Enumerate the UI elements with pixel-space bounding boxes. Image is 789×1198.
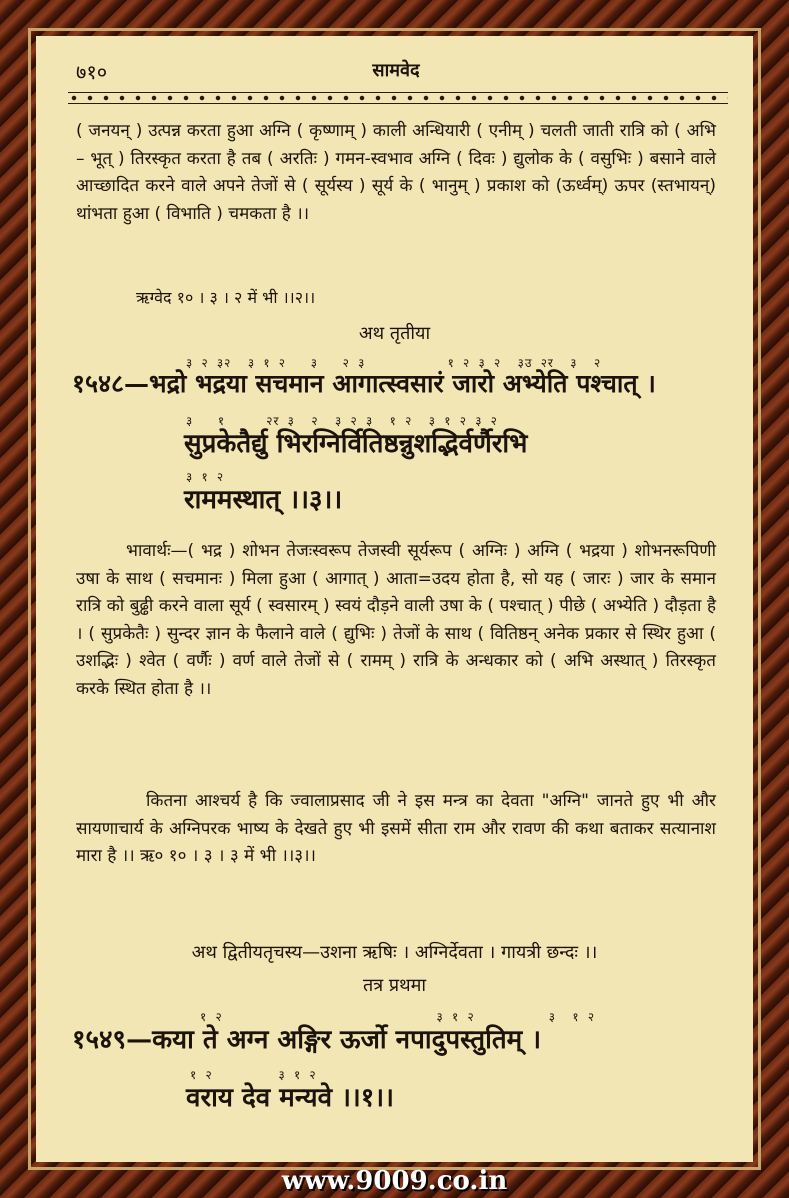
verse-1548-line-3: राममस्थात् ।।३।। xyxy=(184,485,343,515)
verse-1548-accents-1: ३ २ ३२ ३ १ २ ३ २ ३ १ २ ३ २ ३उ २र ३ २ xyxy=(186,356,602,370)
verse-1548-accents-3: ३ १ २ xyxy=(186,470,225,484)
page-header xyxy=(76,58,716,88)
verse-1549-accents-1: १ २ ३ १ २ ३ १ २ xyxy=(200,1010,596,1024)
paragraph-bhavartha xyxy=(76,538,716,703)
rigveda-reference: ऋग्वेद १० । ३ । २ में भी ।।२।। xyxy=(136,288,316,307)
verse-1549-line-2: वराय देव मन्यवे ।।१।। xyxy=(186,1083,395,1113)
paragraph-text: ( जनयन् ) उत्पन्न करता हुआ अग्नि ( कृष्णाम् ) काली अन्धियारी ( एनीम् ) चलती जाती रात्रि को ( अभि – भूत् ) तिरस्कृत करता है तब ( अरतिः ) गमन-स्वभाव अग्नि ( दिवः ) द्युलोक के ( वसुभिः ) बसाने वाले आच्छादित करने वाले अपने तेजों से ( सूर्यस्य ) सूर्य के ( भानुम् ) प्रकाश को (ऊर्ध्वम्) ऊपर (स्तभायन्) थांभता हुआ ( विभाति ) चमकता है ।। xyxy=(76,121,716,224)
heading-prathama: तत्र प्रथमा xyxy=(362,975,427,996)
website-watermark: www.9009.co.in xyxy=(281,1166,508,1196)
paragraph-text: कितना आश्चर्य है कि ज्वालाप्रसाद जी ने इस मन्त्र का देवता "अग्नि" जानते हुए भी और सायणाचार्य के अग्निपरक भाष्य के देखते हुए भी इसमें सीता राम और रावण की कथा बताकर सत्यानाश मारा है ।। ऋ० १० । ३ । ३ में भी ।।३।। xyxy=(76,791,716,866)
paragraph-text: भावार्थः—( भद्र ) शोभन तेजःस्वरूप तेजस्वी सूर्यरूप ( अग्निः ) अग्नि ( भद्रया ) शोभनरूपिणी उषा के साथ ( सचमानः ) मिला हुआ ( आगात् ) आता=उदय होता है, सो यह ( जारः ) जार के समान रात्रि को बुढ्ढी करने वाला सूर्य ( स्वसारम् ) स्वयं दौड़ने वाली उषा के ( पश्चात् ) पीछे ( अभ्येति ) दौड़ता है । ( सुप्रकेतैः ) सुन्दर ज्ञान के फैलाने वाले ( द्युभिः ) तेजों के साथ ( वितिष्ठन् अनेक प्रकार से स्थिर हुआ ( उशद्भिः ) श्वेत ( वर्णैः ) वर्ण वाले तेजों से ( रामम् ) रात्रि के अन्धकार को ( अभि अस्थात् ) तिरस्कृत करके स्थित होता है ।। xyxy=(76,541,716,699)
scanned-page xyxy=(36,36,753,1162)
verse-1549-line-1: १५४९—कया ते अग्न अङ्गिर ऊर्जो नपादुपस्तुतिम् । xyxy=(72,1025,542,1055)
heading-tritiya: अथ तृतीया xyxy=(358,323,431,344)
ornament-divider xyxy=(68,92,728,104)
running-title: सामवेद xyxy=(372,60,420,81)
verse-1549-accents-2: १ २ ३ १ २ xyxy=(190,1068,317,1082)
page-number: ७१० xyxy=(76,60,108,84)
verse-1548-line-1: १५४८—भद्रो भद्रया सचमान आगात्स्वसारं जारो अभ्येति पश्चात् । xyxy=(72,369,656,398)
verse-1548-line-2: सुप्रकेतैर्द्यु भिरग्निर्वितिष्ठन्नुशद्भिर्वर्णैरभि xyxy=(184,429,528,459)
verse-1548-accents-2: ३ १ २र ३ २ ३ २ ३ १ २ ३ १ २ ३ २ xyxy=(186,414,498,428)
heading-dvitiya: अथ द्वितीयतृचस्य—उशना ऋषिः । अग्निर्देवता । गायत्री छन्दः ।। xyxy=(191,942,598,963)
paragraph-meaning-1 xyxy=(76,118,716,228)
paragraph-commentary xyxy=(76,788,716,871)
